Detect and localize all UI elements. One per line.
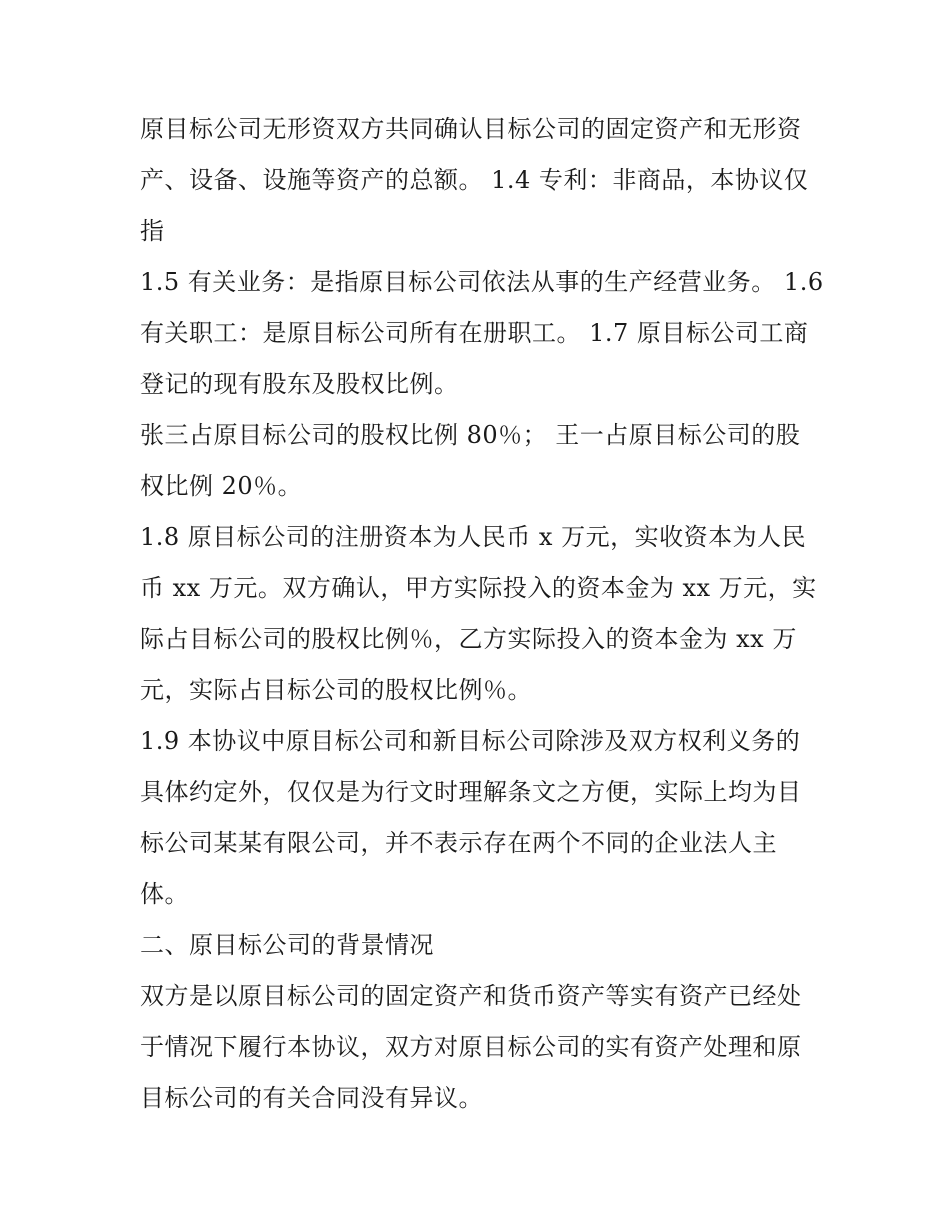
text-line: 际占目标公司的股权比例％，乙方实际投入的资本金为 xx 万 [140, 625, 797, 653]
text-line: 有关职工：是原目标公司所有在册职工。 1.7 原目标公司工商 [140, 319, 809, 347]
section-heading-background [140, 920, 820, 971]
document-body [140, 104, 824, 1124]
text-line: 登记的现有股东及股权比例。 [140, 370, 459, 398]
paragraph-entity-clarification [140, 716, 820, 920]
paragraph-business-staff [140, 257, 824, 410]
text-line: 指 [140, 217, 165, 245]
text-line: 目标公司的有关合同没有异议。 [140, 1084, 483, 1112]
text-line: 权比例 20％。 [140, 472, 303, 500]
text-line: 体。 [140, 880, 189, 908]
paragraph-shareholding [140, 410, 820, 512]
paragraph-intangible-assets [140, 104, 820, 257]
text-line: 元，实际占目标公司的股权比例％。 [140, 676, 532, 704]
text-line: 标公司某某有限公司，并不表示存在两个不同的企业法人主 [140, 829, 777, 857]
text-line: 于情况下履行本协议，双方对原目标公司的实有资产处理和原 [140, 1033, 802, 1061]
text-line: 张三占原目标公司的股权比例 80％； 王一占原目标公司的股 [140, 421, 801, 449]
text-line: 产、设备、设施等资产的总额。 1.4 专利：非商品，本协议仅 [140, 166, 809, 194]
text-line: 币 xx 万元。双方确认，甲方实际投入的资本金为 xx 万元，实 [140, 574, 817, 602]
text-line: 1.5 有关业务：是指原目标公司依法从事的生产经营业务。 1.6 [140, 268, 824, 296]
text-line: 二、原目标公司的背景情况 [140, 931, 434, 959]
text-line: 1.8 原目标公司的注册资本为人民币 x 万元，实收资本为人民 [140, 523, 807, 551]
paragraph-registered-capital [140, 512, 820, 716]
paragraph-background [140, 971, 820, 1124]
text-line: 双方是以原目标公司的固定资产和货币资产等实有资产已经处 [140, 982, 802, 1010]
text-line: 原目标公司无形资双方共同确认目标公司的固定资产和无形资 [140, 115, 802, 143]
text-line: 1.9 本协议中原目标公司和新目标公司除涉及双方权利义务的 [140, 727, 801, 755]
text-line: 具体约定外，仅仅是为行文时理解条文之方便，实际上均为目 [140, 778, 802, 806]
